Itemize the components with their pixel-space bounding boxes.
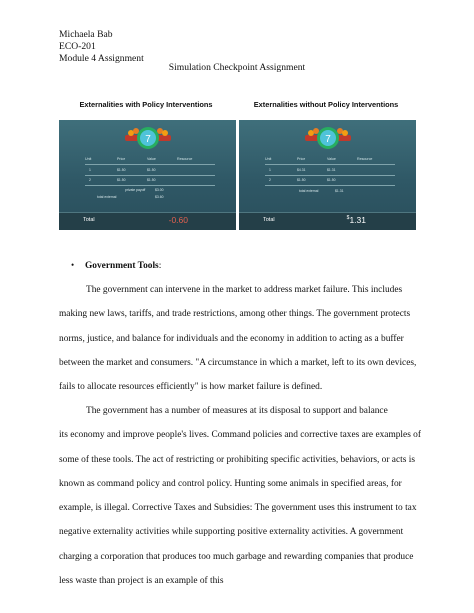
document-title: Simulation Checkpoint Assignment — [168, 62, 306, 73]
table-cell: 1 — [269, 168, 271, 172]
table-cell: $1.31 — [327, 168, 336, 172]
figure-caption-without-policy: Externalities without Policy Interventions — [253, 100, 399, 109]
paragraph-line: making new laws, tariffs, and trade restrictions, among other things. The government protects — [59, 309, 411, 320]
course-code: ECO-201 — [59, 41, 96, 52]
table-divider — [85, 164, 215, 165]
table-cell: $1.50 — [117, 178, 126, 182]
subtotal-label: private payoff — [125, 188, 146, 192]
paragraph-line: The government can intervene in the market to address market failure. This includes — [86, 285, 403, 295]
total-value — [347, 215, 366, 225]
svg-text:7: 7 — [325, 134, 331, 145]
table-cell: $1.50 — [147, 178, 156, 182]
total-value: -0.60 — [168, 215, 188, 225]
subtotal-value: $3.60 — [155, 195, 164, 199]
column-header: Resource — [177, 157, 193, 161]
subtotal-value: $3.00 — [155, 188, 164, 192]
table-divider — [265, 175, 395, 176]
paragraph-line: its economy and improve people's lives. Command policies and corrective taxes are examples of — [59, 430, 421, 441]
paragraph-line: norms, justice, and balance for individuals and the economy in addition to acting as a buffer — [59, 333, 404, 344]
table-cell: $1.50 — [297, 178, 306, 182]
paragraph-1 — [59, 278, 431, 399]
subtotal-label: total external — [97, 195, 117, 199]
total-bar — [239, 212, 416, 230]
column-header: Value — [147, 157, 156, 161]
table-cell: 2 — [89, 178, 91, 182]
paragraph-2 — [59, 399, 431, 593]
simulation-emblem-icon — [123, 124, 173, 152]
simulation-screenshot-with-policy — [59, 120, 236, 230]
svg-text:7: 7 — [145, 134, 151, 145]
column-header: Unit — [85, 157, 92, 161]
table-divider — [265, 164, 395, 165]
total-label: Total — [263, 217, 275, 223]
paragraph-line: The government has a number of measures at its disposal to support and balance — [86, 406, 388, 416]
table-divider — [85, 185, 215, 186]
column-header: Unit — [265, 157, 272, 161]
column-header: Resource — [357, 157, 373, 161]
paragraph-line: known as command policy and control policy. Hunting some animals in specified areas, for — [59, 478, 402, 489]
subtotal-label: total external — [299, 189, 319, 193]
table-cell: $1.50 — [147, 168, 156, 172]
subtotal-value: $1.31 — [335, 189, 344, 193]
paragraph-line: less waste than project is an example of this — [59, 576, 224, 587]
currency-symbol: $ — [346, 215, 350, 221]
table-cell: $1.50 — [117, 168, 126, 172]
assignment-label: Module 4 Assignment — [59, 53, 144, 64]
table-cell: 2 — [269, 178, 271, 182]
paragraph-line: charging a corporation that produces too much garbage and rewarding companies that produce — [59, 551, 414, 562]
heading-text: Government Tools — [85, 261, 159, 271]
table-divider — [265, 185, 395, 186]
bullet-point: • — [71, 260, 75, 270]
simulation-screenshot-without-policy — [239, 120, 416, 230]
column-header: Value — [327, 157, 336, 161]
paragraph-line: some of these tools. The act of restricting or prohibiting specific activities, behaviors, or acts is — [59, 454, 415, 465]
paragraph-line: fails to allocate resources efficiently" is how market failure is defined. — [59, 382, 323, 393]
simulation-emblem-icon — [303, 124, 353, 152]
table-cell: $4.31 — [297, 168, 306, 172]
column-header: Price — [117, 157, 126, 161]
total-label: Total — [83, 217, 95, 223]
heading-colon: : — [158, 261, 162, 271]
total-bar — [59, 212, 236, 230]
total-amount: 1.31 — [349, 215, 366, 225]
paragraph-line: example, is illegal. Corrective Taxes and Subsidies: The government uses this instrument to tax — [59, 503, 417, 514]
paragraph-line: negative externality activities while supporting positive externality activities. A government — [59, 527, 404, 538]
figure-caption-with-policy: Externalities with Policy Interventions — [79, 100, 213, 109]
section-heading — [85, 254, 161, 278]
column-header: Price — [297, 157, 306, 161]
paragraph-line: between the market and consumers. "A circumstance in which a market, left to its own devices, — [59, 357, 417, 368]
table-divider — [85, 175, 215, 176]
author-name: Michaela Bab — [59, 29, 113, 40]
table-cell: $1.50 — [327, 178, 336, 182]
table-cell: 1 — [89, 168, 91, 172]
